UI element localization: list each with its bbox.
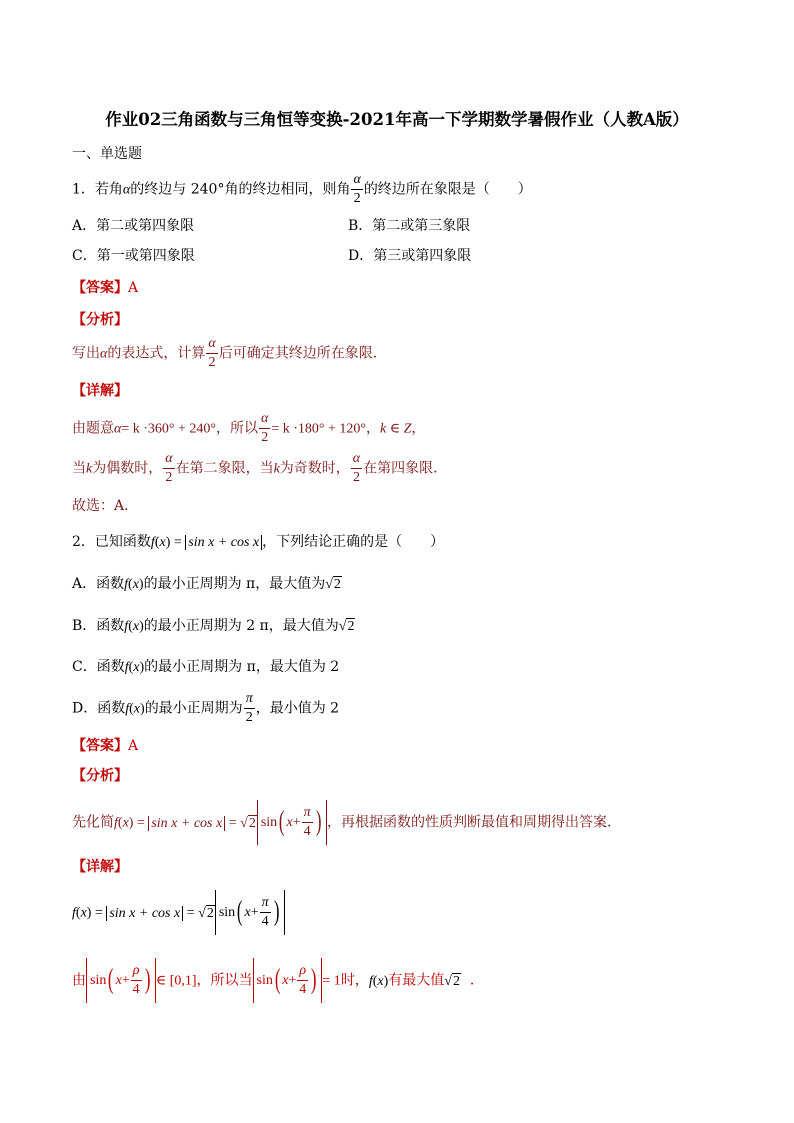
q2-answer: 【答案】A [72, 738, 139, 754]
q1-option-a: A．第二或第四象限 [72, 218, 195, 234]
q2-detail-label: 【详解】 [72, 859, 128, 875]
q2-stem: 2．已知函数f(x) = sin x + cos x ，下列结论正确的是（ ） [72, 534, 445, 550]
q1-detail-line1: 由题意α= k ·360° + 240°，所以 $\frac{\alpha}{2}$ = k ·180° + 120°，k ∈ Z， [72, 411, 426, 445]
q1-analysis-text: 写出α的表达式，计算 $\frac{\alpha}{2}$ 后可确定其终边所在象限． [72, 336, 387, 370]
alpha-half-fraction: $\frac{\alpha}{2}$ [353, 172, 361, 206]
q2-option-d: D．函数f(x)的最小正周期为 $\frac{\pi}{2}$ ，最小值为 2 [72, 691, 340, 725]
q1-answer: 【答案】A [72, 280, 139, 296]
q2-option-c: C．函数f(x)的最小正周期为 π，最大值为 2 [72, 659, 340, 675]
document-title: 作业02三角函数与三角恒等变换-2021年高一下学期数学暑假作业（人教A版） [105, 110, 689, 129]
q1-analysis-label: 【分析】 [72, 312, 128, 328]
q2-detail-line1: f(x) = sin x + cos x = √2 sin( x+ $\frac{\pi}{4}$ ) [72, 890, 285, 936]
q1-detail-label: 【详解】 [72, 383, 128, 399]
q1-option-b: B．第二或第三象限 [348, 218, 471, 234]
q1-conclusion: 故选：A． [72, 498, 139, 514]
alpha-symbol: α [122, 182, 131, 198]
q1-detail-line2: 当k为偶数时， $\frac{\alpha}{2}$ 在第二象限，当k为奇数时， $\frac{\alpha}{2}$ 在第四象限． [72, 451, 448, 485]
q2-option-a: A．函数f(x)的最小正周期为 π，最大值为√2 [72, 576, 341, 592]
q2-option-b: B．函数f(x)的最小正周期为 2 π，最大值为√2 [72, 618, 355, 634]
q1-option-c: C．第一或第四象限 [72, 248, 195, 264]
q1-option-d: D．第三或第四象限 [348, 248, 472, 264]
q1-stem: 1．若角α的终边与 240°角的终边相同，则角 $\frac{\alpha}{2}$ 的终边所在象限是（ ） [72, 172, 532, 206]
q2-analysis-text: 先化简f(x) = sin x + cos x = √2 sin( x+ $\frac{\pi}{4}$ ) ，再根据函数的性质判断最值和周期得出答案． [72, 800, 621, 846]
q2-analysis-label: 【分析】 [72, 768, 128, 784]
section-heading: 一、单选题 [72, 146, 142, 162]
q2-detail-line2: 由 sin( x+ $\frac{\rho}{4}$ ) ∈ [0,1]，所以当 sin( x+ $\frac{\rho}{4}$ ) = 1时，f(x)有最大值√2 ． [72, 958, 484, 1004]
